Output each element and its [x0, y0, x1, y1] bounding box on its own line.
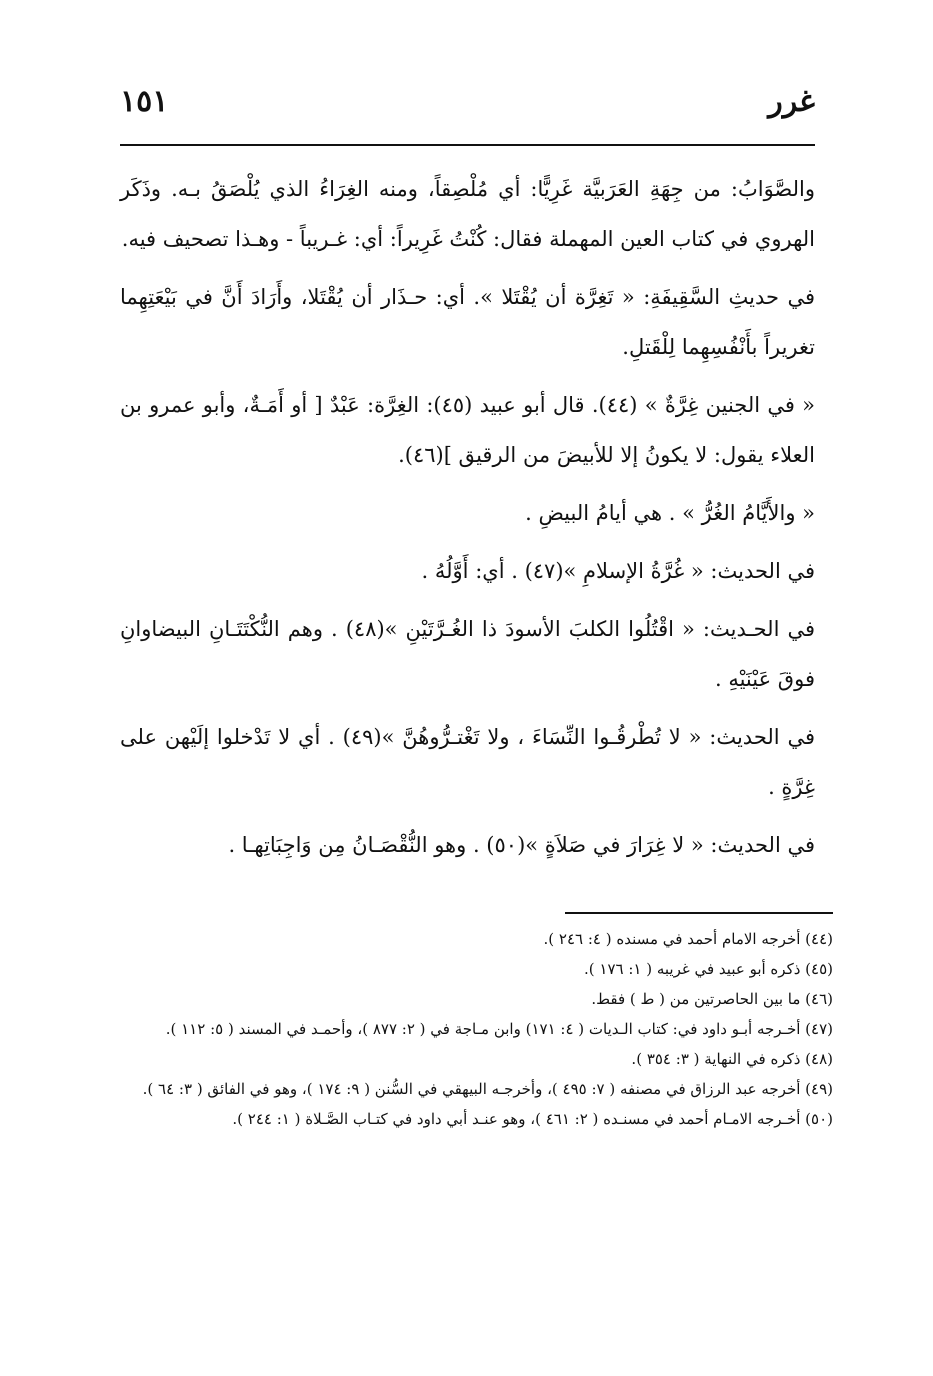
paragraph: في حديثِ السَّقِيفَةِ: « تَغِرَّة أن يُقْتَلا ». أي: حـذَار أن يُقْتَلا، وأَرَادَ أَنَّ في بَيْعَتِهِما تغريراً بأَنْفُسِهِما لِلْقَتلِ.: [120, 285, 815, 359]
page-header: [120, 78, 815, 128]
footnotes: [130, 924, 833, 1134]
paragraph: في الحديث: « لا تُطْرقُـوا النِّسَاءَ ، ولا تَغْتـرُّوهُنَّ »(٤٩) . أي لا تَدْخلوا إلَيْهن على غِرَّةٍ .: [120, 725, 815, 799]
main-text: [120, 164, 815, 878]
paragraph: « والأَيَّامُ الغُرُّ » . هي أيامُ البيضِ .: [525, 501, 815, 525]
footnote: (٤٤) أخرجه الامام أحمد في مسنده ( ٤: ٢٤٦ ).: [543, 930, 833, 948]
footnote: (٤٥) ذكره أبو عبيد في غريبه ( ١: ١٧٦ ).: [584, 960, 833, 978]
paragraph: في الحـديث: « اقْتُلُوا الكلبَ الأسودَ ذا الغُـرَّتَيْنِ »(٤٨) . وهم النُّكْتَتَـانِ البيضاوانِ فوقَ عَيْنَيْهِ .: [120, 617, 815, 691]
paragraph: « في الجنين غِرَّةٌ » (٤٤). قال أبو عبيد (٤٥): الغِرَّة: عَبْدٌ [ أو أَمَـةٌ، وأبو عمرو بن العلاء يقول: لا يكونُ إلا للأبيضَ من الرقيق ](٤٦).: [120, 393, 816, 467]
footnote: (٤٨) ذكره في النهاية ( ٣: ٣٥٤ ).: [631, 1050, 833, 1068]
page-number: ١٥١: [120, 84, 169, 119]
running-head: غرر: [768, 84, 815, 119]
footnote: (٤٧) أخـرجه أبـو داود في: كتاب الـديات ( ٤: ١٧١) وابن مـاجة في ( ٢: ٨٧٧ )، وأحمـد في المسند ( ٥: ١١٢ ).: [165, 1020, 833, 1038]
footnote: (٤٦) ما بين الحاصرتين من ( ط ) فقط.: [591, 990, 833, 1008]
paragraph: في الحديث: « لا غِرَارَ في صَلاَةٍ »(٥٠) . وهو النُّقْصَـانُ مِن وَاجِبَاتِهـا .: [228, 833, 815, 857]
footnote: (٤٩) أخرجه عبد الرزاق في مصنفه ( ٧: ٤٩٥ )، وأخرجـه البيهقي في السُّنن ( ٩: ١٧٤ )، وهو في الفائق ( ٣: ٦٤ ).: [142, 1080, 833, 1098]
header-rule: [120, 144, 815, 146]
paragraph: في الحديث: « غُرَّةُ الإسلامِ »(٤٧) . أي: أَوَّلُهُ .: [421, 559, 815, 583]
footnote: (٥٠) أخـرجه الامـام أحمد في مسنـده ( ٢: ٤٦١ )، وهو عنـد أبي داود في كتـاب الصَّـلاة ( ١: ٢٤٤ ).: [232, 1110, 833, 1128]
footnote-separator: [565, 912, 833, 914]
paragraph: والصَّوَابُ: من جِهَةِ العَرَبيَّة غَرِيًّا: أي مُلْصِقاً، ومنه الغِرَاءُ الذي يُلْصَقُ بـه. وذَكَر الهروي في كتاب العين المهملة فقال: كُنْتُ غَرِيراً: أي: غـريباً - وهـذا تصحيف فيه.: [120, 177, 815, 251]
